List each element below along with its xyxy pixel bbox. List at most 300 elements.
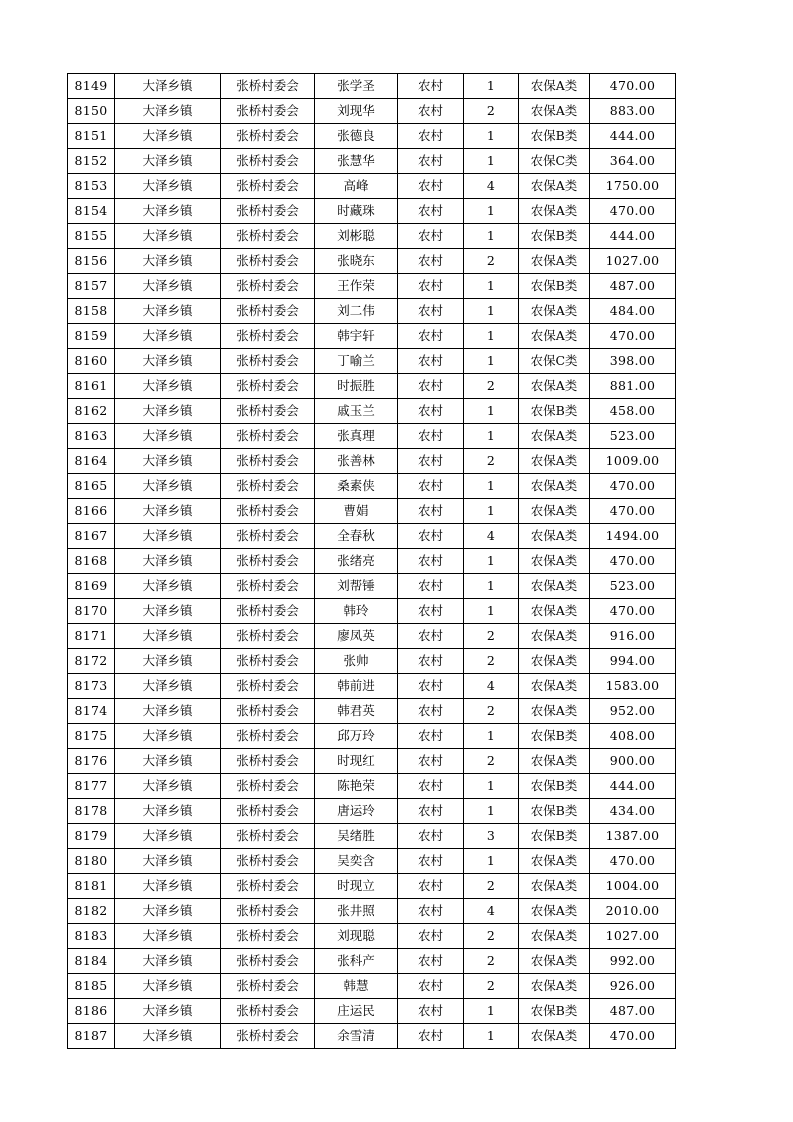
category-cell: 农村 [398, 299, 464, 324]
name-cell: 余雪清 [315, 1024, 398, 1049]
township-cell: 大泽乡镇 [115, 624, 221, 649]
township-cell: 大泽乡镇 [115, 999, 221, 1024]
amount-cell: 444.00 [590, 224, 676, 249]
household-size-cell: 4 [464, 674, 519, 699]
insurance-class-cell: 农保A类 [519, 649, 590, 674]
table-row [68, 724, 676, 749]
village-committee-cell: 张桥村委会 [221, 224, 315, 249]
name-cell: 王作荣 [315, 274, 398, 299]
household-size-cell: 4 [464, 899, 519, 924]
insurance-class-cell: 农保C类 [519, 349, 590, 374]
name-cell: 邱万玲 [315, 724, 398, 749]
category-cell: 农村 [398, 1024, 464, 1049]
village-committee-cell: 张桥村委会 [221, 749, 315, 774]
roster-table [67, 73, 676, 1049]
category-cell: 农村 [398, 199, 464, 224]
table-row [68, 974, 676, 999]
row-number-cell: 8159 [68, 324, 115, 349]
row-number-cell: 8176 [68, 749, 115, 774]
row-number-cell: 8164 [68, 449, 115, 474]
table-row [68, 749, 676, 774]
name-cell: 张帅 [315, 649, 398, 674]
row-number-cell: 8154 [68, 199, 115, 224]
township-cell: 大泽乡镇 [115, 99, 221, 124]
township-cell: 大泽乡镇 [115, 924, 221, 949]
category-cell: 农村 [398, 624, 464, 649]
household-size-cell: 2 [464, 874, 519, 899]
household-size-cell: 2 [464, 749, 519, 774]
insurance-class-cell: 农保A类 [519, 924, 590, 949]
name-cell: 唐运玲 [315, 799, 398, 824]
category-cell: 农村 [398, 849, 464, 874]
insurance-class-cell: 农保A类 [519, 899, 590, 924]
amount-cell: 1494.00 [590, 524, 676, 549]
table-row [68, 499, 676, 524]
table-row [68, 849, 676, 874]
category-cell: 农村 [398, 424, 464, 449]
village-committee-cell: 张桥村委会 [221, 874, 315, 899]
amount-cell: 364.00 [590, 149, 676, 174]
category-cell: 农村 [398, 924, 464, 949]
village-committee-cell: 张桥村委会 [221, 149, 315, 174]
table-row [68, 449, 676, 474]
row-number-cell: 8160 [68, 349, 115, 374]
insurance-class-cell: 农保B类 [519, 774, 590, 799]
row-number-cell: 8171 [68, 624, 115, 649]
insurance-class-cell: 农保B类 [519, 999, 590, 1024]
township-cell: 大泽乡镇 [115, 849, 221, 874]
household-size-cell: 1 [464, 1024, 519, 1049]
household-size-cell: 2 [464, 449, 519, 474]
village-committee-cell: 张桥村委会 [221, 99, 315, 124]
village-committee-cell: 张桥村委会 [221, 549, 315, 574]
household-size-cell: 1 [464, 224, 519, 249]
insurance-class-cell: 农保A类 [519, 874, 590, 899]
household-size-cell: 1 [464, 724, 519, 749]
name-cell: 吴奕含 [315, 849, 398, 874]
household-size-cell: 4 [464, 174, 519, 199]
row-number-cell: 8157 [68, 274, 115, 299]
household-size-cell: 1 [464, 999, 519, 1024]
insurance-class-cell: 农保B类 [519, 224, 590, 249]
insurance-class-cell: 农保A类 [519, 674, 590, 699]
insurance-class-cell: 农保A类 [519, 374, 590, 399]
household-size-cell: 1 [464, 799, 519, 824]
row-number-cell: 8186 [68, 999, 115, 1024]
table-row [68, 224, 676, 249]
amount-cell: 926.00 [590, 974, 676, 999]
table-row [68, 399, 676, 424]
township-cell: 大泽乡镇 [115, 749, 221, 774]
amount-cell: 487.00 [590, 274, 676, 299]
row-number-cell: 8180 [68, 849, 115, 874]
household-size-cell: 2 [464, 374, 519, 399]
name-cell: 吴绪胜 [315, 824, 398, 849]
township-cell: 大泽乡镇 [115, 824, 221, 849]
amount-cell: 444.00 [590, 774, 676, 799]
township-cell: 大泽乡镇 [115, 649, 221, 674]
amount-cell: 1027.00 [590, 924, 676, 949]
amount-cell: 992.00 [590, 949, 676, 974]
insurance-class-cell: 农保B类 [519, 799, 590, 824]
insurance-class-cell: 农保A类 [519, 549, 590, 574]
village-committee-cell: 张桥村委会 [221, 349, 315, 374]
village-committee-cell: 张桥村委会 [221, 424, 315, 449]
row-number-cell: 8149 [68, 74, 115, 99]
table-row [68, 924, 676, 949]
amount-cell: 470.00 [590, 599, 676, 624]
table-row [68, 199, 676, 224]
category-cell: 农村 [398, 999, 464, 1024]
township-cell: 大泽乡镇 [115, 974, 221, 999]
amount-cell: 881.00 [590, 374, 676, 399]
table-row [68, 624, 676, 649]
row-number-cell: 8172 [68, 649, 115, 674]
household-size-cell: 1 [464, 774, 519, 799]
village-committee-cell: 张桥村委会 [221, 974, 315, 999]
village-committee-cell: 张桥村委会 [221, 74, 315, 99]
household-size-cell: 4 [464, 524, 519, 549]
category-cell: 农村 [398, 949, 464, 974]
category-cell: 农村 [398, 474, 464, 499]
category-cell: 农村 [398, 149, 464, 174]
insurance-class-cell: 农保A类 [519, 749, 590, 774]
name-cell: 全春秋 [315, 524, 398, 549]
name-cell: 高峰 [315, 174, 398, 199]
name-cell: 张慧华 [315, 149, 398, 174]
name-cell: 庄运民 [315, 999, 398, 1024]
insurance-class-cell: 农保A类 [519, 599, 590, 624]
insurance-class-cell: 农保A类 [519, 849, 590, 874]
amount-cell: 900.00 [590, 749, 676, 774]
insurance-class-cell: 农保A类 [519, 1024, 590, 1049]
row-number-cell: 8166 [68, 499, 115, 524]
table-row [68, 374, 676, 399]
category-cell: 农村 [398, 74, 464, 99]
row-number-cell: 8152 [68, 149, 115, 174]
category-cell: 农村 [398, 724, 464, 749]
insurance-class-cell: 农保A类 [519, 524, 590, 549]
household-size-cell: 1 [464, 474, 519, 499]
village-committee-cell: 张桥村委会 [221, 324, 315, 349]
insurance-class-cell: 农保A类 [519, 424, 590, 449]
row-number-cell: 8174 [68, 699, 115, 724]
category-cell: 农村 [398, 499, 464, 524]
name-cell: 张真理 [315, 424, 398, 449]
row-number-cell: 8163 [68, 424, 115, 449]
name-cell: 刘现华 [315, 99, 398, 124]
category-cell: 农村 [398, 549, 464, 574]
amount-cell: 952.00 [590, 699, 676, 724]
township-cell: 大泽乡镇 [115, 199, 221, 224]
village-committee-cell: 张桥村委会 [221, 799, 315, 824]
table-row [68, 824, 676, 849]
row-number-cell: 8155 [68, 224, 115, 249]
insurance-class-cell: 农保B类 [519, 124, 590, 149]
township-cell: 大泽乡镇 [115, 1024, 221, 1049]
table-row [68, 799, 676, 824]
township-cell: 大泽乡镇 [115, 799, 221, 824]
amount-cell: 2010.00 [590, 899, 676, 924]
table-row [68, 599, 676, 624]
village-committee-cell: 张桥村委会 [221, 574, 315, 599]
name-cell: 张晓东 [315, 249, 398, 274]
row-number-cell: 8187 [68, 1024, 115, 1049]
insurance-class-cell: 农保A类 [519, 574, 590, 599]
amount-cell: 434.00 [590, 799, 676, 824]
household-size-cell: 1 [464, 299, 519, 324]
village-committee-cell: 张桥村委会 [221, 174, 315, 199]
insurance-class-cell: 农保A类 [519, 299, 590, 324]
village-committee-cell: 张桥村委会 [221, 449, 315, 474]
township-cell: 大泽乡镇 [115, 374, 221, 399]
table-row [68, 424, 676, 449]
township-cell: 大泽乡镇 [115, 774, 221, 799]
row-number-cell: 8158 [68, 299, 115, 324]
insurance-class-cell: 农保A类 [519, 499, 590, 524]
name-cell: 张德良 [315, 124, 398, 149]
row-number-cell: 8168 [68, 549, 115, 574]
row-number-cell: 8182 [68, 899, 115, 924]
amount-cell: 523.00 [590, 574, 676, 599]
table-row [68, 174, 676, 199]
amount-cell: 470.00 [590, 474, 676, 499]
village-committee-cell: 张桥村委会 [221, 674, 315, 699]
village-committee-cell: 张桥村委会 [221, 699, 315, 724]
insurance-class-cell: 农保A类 [519, 174, 590, 199]
household-size-cell: 1 [464, 199, 519, 224]
table-row [68, 1024, 676, 1049]
name-cell: 韩玲 [315, 599, 398, 624]
insurance-class-cell: 农保A类 [519, 699, 590, 724]
amount-cell: 883.00 [590, 99, 676, 124]
name-cell: 丁喻兰 [315, 349, 398, 374]
name-cell: 韩君英 [315, 699, 398, 724]
village-committee-cell: 张桥村委会 [221, 624, 315, 649]
insurance-class-cell: 农保A类 [519, 99, 590, 124]
village-committee-cell: 张桥村委会 [221, 724, 315, 749]
household-size-cell: 2 [464, 949, 519, 974]
row-number-cell: 8175 [68, 724, 115, 749]
name-cell: 时现红 [315, 749, 398, 774]
village-committee-cell: 张桥村委会 [221, 949, 315, 974]
name-cell: 张学圣 [315, 74, 398, 99]
table-row [68, 999, 676, 1024]
village-committee-cell: 张桥村委会 [221, 274, 315, 299]
row-number-cell: 8183 [68, 924, 115, 949]
category-cell: 农村 [398, 99, 464, 124]
table-row [68, 549, 676, 574]
village-committee-cell: 张桥村委会 [221, 499, 315, 524]
insurance-class-cell: 农保A类 [519, 324, 590, 349]
name-cell: 韩宇轩 [315, 324, 398, 349]
township-cell: 大泽乡镇 [115, 499, 221, 524]
table-row [68, 274, 676, 299]
township-cell: 大泽乡镇 [115, 524, 221, 549]
category-cell: 农村 [398, 524, 464, 549]
household-size-cell: 1 [464, 599, 519, 624]
amount-cell: 458.00 [590, 399, 676, 424]
table-row [68, 774, 676, 799]
insurance-class-cell: 农保A类 [519, 74, 590, 99]
insurance-class-cell: 农保B类 [519, 824, 590, 849]
table-row [68, 324, 676, 349]
row-number-cell: 8173 [68, 674, 115, 699]
household-size-cell: 1 [464, 424, 519, 449]
township-cell: 大泽乡镇 [115, 124, 221, 149]
village-committee-cell: 张桥村委会 [221, 399, 315, 424]
name-cell: 张绪亮 [315, 549, 398, 574]
township-cell: 大泽乡镇 [115, 699, 221, 724]
table-row [68, 574, 676, 599]
household-size-cell: 1 [464, 74, 519, 99]
row-number-cell: 8178 [68, 799, 115, 824]
row-number-cell: 8185 [68, 974, 115, 999]
township-cell: 大泽乡镇 [115, 299, 221, 324]
amount-cell: 470.00 [590, 1024, 676, 1049]
category-cell: 农村 [398, 599, 464, 624]
township-cell: 大泽乡镇 [115, 174, 221, 199]
household-size-cell: 2 [464, 649, 519, 674]
amount-cell: 470.00 [590, 324, 676, 349]
insurance-class-cell: 农保A类 [519, 249, 590, 274]
row-number-cell: 8151 [68, 124, 115, 149]
insurance-class-cell: 农保A类 [519, 449, 590, 474]
category-cell: 农村 [398, 449, 464, 474]
name-cell: 刘二伟 [315, 299, 398, 324]
category-cell: 农村 [398, 774, 464, 799]
category-cell: 农村 [398, 224, 464, 249]
amount-cell: 470.00 [590, 549, 676, 574]
amount-cell: 1009.00 [590, 449, 676, 474]
row-number-cell: 8184 [68, 949, 115, 974]
row-number-cell: 8165 [68, 474, 115, 499]
category-cell: 农村 [398, 974, 464, 999]
row-number-cell: 8156 [68, 249, 115, 274]
name-cell: 陈艳荣 [315, 774, 398, 799]
name-cell: 时现立 [315, 874, 398, 899]
township-cell: 大泽乡镇 [115, 74, 221, 99]
category-cell: 农村 [398, 674, 464, 699]
amount-cell: 398.00 [590, 349, 676, 374]
household-size-cell: 2 [464, 924, 519, 949]
township-cell: 大泽乡镇 [115, 424, 221, 449]
household-size-cell: 3 [464, 824, 519, 849]
name-cell: 刘帮锤 [315, 574, 398, 599]
roster-table-body [68, 74, 676, 1049]
table-row [68, 949, 676, 974]
township-cell: 大泽乡镇 [115, 449, 221, 474]
household-size-cell: 1 [464, 499, 519, 524]
household-size-cell: 1 [464, 399, 519, 424]
amount-cell: 1387.00 [590, 824, 676, 849]
amount-cell: 470.00 [590, 74, 676, 99]
insurance-class-cell: 农保A类 [519, 474, 590, 499]
document-page [67, 73, 675, 1049]
insurance-class-cell: 农保B类 [519, 399, 590, 424]
amount-cell: 470.00 [590, 499, 676, 524]
name-cell: 张善林 [315, 449, 398, 474]
row-number-cell: 8153 [68, 174, 115, 199]
table-row [68, 699, 676, 724]
household-size-cell: 1 [464, 124, 519, 149]
row-number-cell: 8181 [68, 874, 115, 899]
category-cell: 农村 [398, 174, 464, 199]
table-row [68, 349, 676, 374]
name-cell: 廖凤英 [315, 624, 398, 649]
category-cell: 农村 [398, 649, 464, 674]
township-cell: 大泽乡镇 [115, 349, 221, 374]
township-cell: 大泽乡镇 [115, 249, 221, 274]
amount-cell: 484.00 [590, 299, 676, 324]
insurance-class-cell: 农保A类 [519, 974, 590, 999]
village-committee-cell: 张桥村委会 [221, 1024, 315, 1049]
table-row [68, 124, 676, 149]
name-cell: 张井照 [315, 899, 398, 924]
household-size-cell: 1 [464, 849, 519, 874]
row-number-cell: 8170 [68, 599, 115, 624]
amount-cell: 1750.00 [590, 174, 676, 199]
amount-cell: 470.00 [590, 849, 676, 874]
name-cell: 曹娟 [315, 499, 398, 524]
table-row [68, 74, 676, 99]
household-size-cell: 2 [464, 699, 519, 724]
village-committee-cell: 张桥村委会 [221, 924, 315, 949]
amount-cell: 1004.00 [590, 874, 676, 899]
table-row [68, 674, 676, 699]
insurance-class-cell: 农保A类 [519, 624, 590, 649]
category-cell: 农村 [398, 249, 464, 274]
name-cell: 张科产 [315, 949, 398, 974]
name-cell: 韩慧 [315, 974, 398, 999]
row-number-cell: 8161 [68, 374, 115, 399]
household-size-cell: 2 [464, 624, 519, 649]
category-cell: 农村 [398, 899, 464, 924]
village-committee-cell: 张桥村委会 [221, 374, 315, 399]
village-committee-cell: 张桥村委会 [221, 649, 315, 674]
household-size-cell: 1 [464, 274, 519, 299]
village-committee-cell: 张桥村委会 [221, 124, 315, 149]
name-cell: 韩前进 [315, 674, 398, 699]
amount-cell: 916.00 [590, 624, 676, 649]
village-committee-cell: 张桥村委会 [221, 774, 315, 799]
amount-cell: 408.00 [590, 724, 676, 749]
category-cell: 农村 [398, 699, 464, 724]
household-size-cell: 1 [464, 349, 519, 374]
village-committee-cell: 张桥村委会 [221, 299, 315, 324]
township-cell: 大泽乡镇 [115, 324, 221, 349]
amount-cell: 487.00 [590, 999, 676, 1024]
village-committee-cell: 张桥村委会 [221, 899, 315, 924]
name-cell: 时振胜 [315, 374, 398, 399]
village-committee-cell: 张桥村委会 [221, 824, 315, 849]
category-cell: 农村 [398, 399, 464, 424]
township-cell: 大泽乡镇 [115, 549, 221, 574]
category-cell: 农村 [398, 749, 464, 774]
household-size-cell: 1 [464, 149, 519, 174]
category-cell: 农村 [398, 124, 464, 149]
township-cell: 大泽乡镇 [115, 274, 221, 299]
village-committee-cell: 张桥村委会 [221, 524, 315, 549]
village-committee-cell: 张桥村委会 [221, 999, 315, 1024]
row-number-cell: 8177 [68, 774, 115, 799]
table-row [68, 649, 676, 674]
township-cell: 大泽乡镇 [115, 599, 221, 624]
village-committee-cell: 张桥村委会 [221, 599, 315, 624]
name-cell: 戚玉兰 [315, 399, 398, 424]
insurance-class-cell: 农保B类 [519, 724, 590, 749]
category-cell: 农村 [398, 874, 464, 899]
